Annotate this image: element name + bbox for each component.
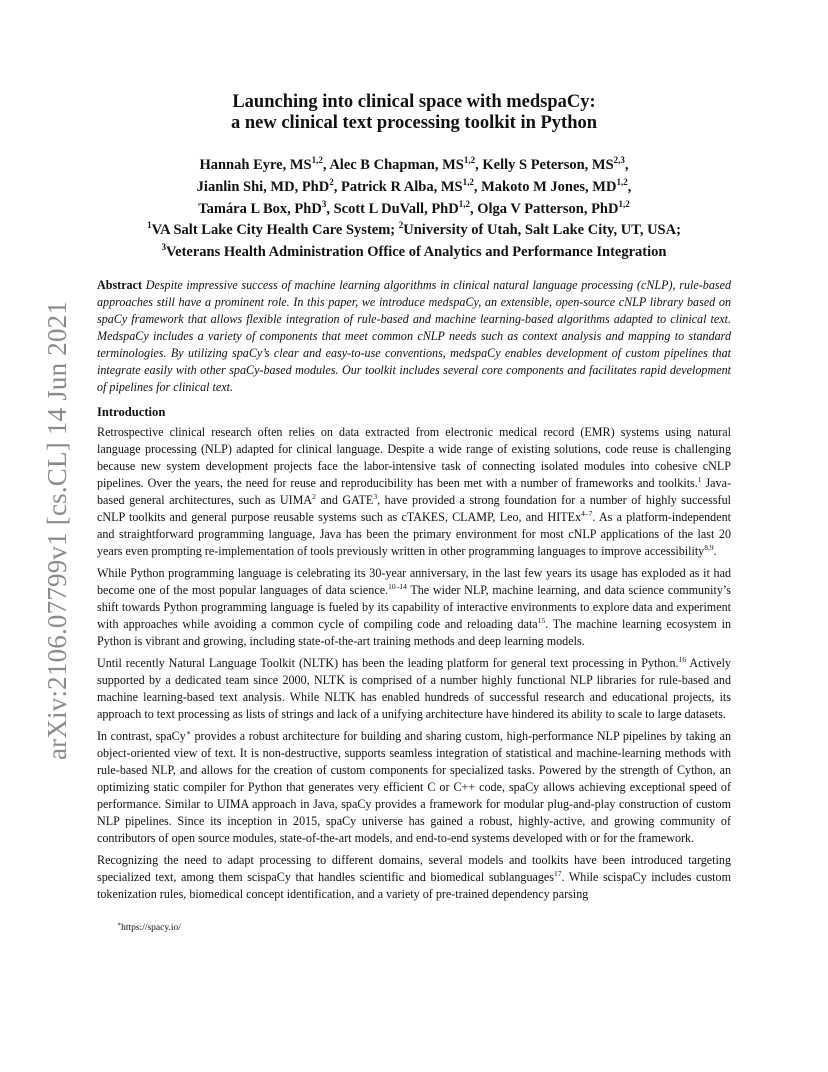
author: Patrick R Alba, MS [340, 178, 463, 195]
author: Alec B Chapman, MS [329, 156, 464, 173]
text: and GATE [315, 493, 374, 508]
affiliation: University of Utah, Salt Lake City, UT, USA; [403, 222, 681, 239]
author: Scott L DuVall, PhD [333, 200, 459, 217]
citation: 17 [554, 869, 562, 879]
affiliation-number: 3 [161, 242, 167, 253]
affiliation: Veterans Health Administration Office of Analytics and Performance Integration [166, 244, 667, 261]
author-affiliation: 1,2 [616, 176, 628, 187]
arxiv-id: arXiv:2106.07799v1 [cs.CL] 14 Jun 2021 [42, 300, 72, 760]
affiliation-number: 2 [398, 220, 404, 231]
citation: 3 [373, 492, 378, 502]
citation: 4–7 [581, 509, 593, 519]
footnote-mark: ∗ [117, 922, 122, 928]
text: Java-based general architectures, such as UIMA [97, 476, 731, 508]
text: . The machine learning ecosystem in Python is vibrant and growing, including state-of-the-art training methods and deep learning models. [97, 617, 731, 649]
text: Retrospective clinical research often relies on data extracted from electronic medical record (EMR) systems using natural language processing (NLP) adapted for clinical language. Despite a wide range of existing solutions, code reuse is challenging because new system development projects face the labor-intensive task of connecting isolated modules into cohesive cNLP pipelines. Over the years, the need for reuse and reproducibility has been met with a number of frameworks and toolkits. [97, 425, 731, 491]
citation: 15 [537, 616, 546, 626]
text: The wider NLP, machine learning, and data science community’s shift towards Python programming language is fueled by its capability of interactive environments to explore data and experiment with approaches while avoiding a common cycle of compiling code and reloading data [97, 583, 731, 632]
author-affiliation: 2 [329, 176, 334, 187]
author: Makoto M Jones, MD [481, 178, 617, 195]
section-heading: Introduction [97, 405, 166, 420]
text: In contrast, spaCy [97, 729, 186, 744]
citation: 10–14 [388, 582, 407, 592]
paper-title [97, 92, 731, 134]
arxiv-watermark [24, 290, 72, 760]
author-affiliation: 1,2 [458, 198, 470, 209]
author-affiliation: 1,2 [463, 155, 476, 165]
author-affiliation: 3 [321, 198, 327, 209]
footnote-marker: ∗ [185, 728, 191, 738]
author: Tamára L Box, PhD [198, 200, 322, 217]
citation: 2 [312, 492, 316, 502]
citation: 1 [697, 475, 702, 485]
text: provides a robust architecture for building and sharing custom, high-performance NLP pipelines by taking an object-oriented view of text. It is non-destructive, supports seamless integration of statistical and machine-learning methods with rule-based NLP, and allows for the creation of custom components for specialized tasks. Powered by the strength of Cython, an optimizing static compiler for Python that generates very efficient C or C++ code, spaCy allows achieving exceptional speed of performance. Similar to UIMA approach in Java, spaCy provides a framework for modular plug-and-play construction of custom NLP pipelines. Since its inception in 2015, spaCy universe has gained a robust, highly-active, and growing community of contributors of open source modules, state-of-the-art models, and end-to-end systems developed with or for the framework. [97, 729, 731, 846]
text: Recognizing the need to adapt processing to different domains, several models and toolkits have been introduced targeting specialized text, among them scispaCy that handles scientific and biomedical sublanguages [97, 853, 731, 885]
text: . [713, 544, 717, 559]
citation: 8,9 [704, 543, 714, 553]
author-affiliation: 2,3 [613, 155, 625, 165]
affiliation-number: 1 [147, 220, 152, 231]
abstract-text: Despite impressive success of machine learning algorithms in clinical natural language processing (cNLP), rule-based approaches still have a prominent role. In this paper, we introduce medspaCy, an extensible, open-source cNLP library based on spaCy framework that allows flexible integration of rule-based and machine learning-based algorithms adapted to clinical text. MedspaCy includes a variety of components that meet common cNLP needs such as context analysis and mapping to standard terminologies. By utilizing spaCy’s clear and easy-to-use conventions, medspaCy enables development of custom pipelines that integrate easily with other spaCy-based modules. Our toolkit includes several core components and facilitates rapid development of pipelines for clinical text. [97, 278, 731, 395]
paragraph [97, 424, 731, 560]
author: Kelly S Peterson, MS [482, 156, 614, 173]
paragraph [97, 852, 731, 903]
author: Hannah Eyre, MS [199, 156, 312, 173]
text: Until recently Natural Language Toolkit (NLTK) has been the leading platform for general text processing in Python. [97, 656, 679, 671]
affiliation: VA Salt Lake City Health Care System; [151, 222, 399, 239]
abstract [97, 277, 731, 396]
paragraph [97, 565, 731, 650]
author-affiliation: 1,2 [618, 198, 630, 209]
abstract-label: Abstract [97, 278, 143, 293]
author-affiliation: 1,2 [311, 155, 323, 165]
author-affiliation: 1,2 [462, 176, 474, 187]
text: While Python programming language is celebrating its 30-year anniversary, in the last few years its usage has exploded as it had become one of the most popular languages of data science. [97, 566, 731, 598]
author-block: Hannah Eyre, MS$^{1,2}$, Alec B Chapman, MS$^{1,2}$, Kelly S Peterson, MS$^{2,3}$, Jianlin Shi, MD, PhD$^2$, Patrick R Alba, MS$^{1,2}$, Makoto M Jones, MD$^{1,2}$, Tamára L Box, PhD$^3$, Scott L DuVall, PhD$^{1,2}$, Olga V Patterson, PhD$^{1,2}$ $^1$VA Salt Lake City Health Care System; $^2$University of Utah, Salt Lake City, UT, USA; $^3$Veterans Health Administration Office of Analytics and Performance Integration [147, 155, 681, 261]
title-line-1: Launching into clinical space with medspaCy: [232, 92, 596, 112]
author: Olga V Patterson, PhD [477, 200, 619, 217]
text: . While scispaCy includes custom tokenization rules, biomedical concept identification, and a variety of pre-trained dependency parsing [97, 870, 731, 902]
text: , have provided a strong foundation for a number of highly successful cNLP toolkits and general purpose reusable systems such as cTAKES, CLAMP, Leo, and HITEx [97, 493, 731, 525]
text: Actively supported by a dedicated team since 2000, NLTK is comprised of a number highly functional NLP libraries for rule-based and machine learning-based text analysis. While NLTK has enabled hundreds of successful research and educational projects, its approach to text processing as lists of strings and lack of a unifying architecture have hindered its ability to scale to large datasets. [97, 656, 731, 722]
citation: 16 [678, 655, 687, 665]
paper-content [97, 92, 731, 908]
text: . As a platform-independent and straightforward programming language, Java has been the primary environment for most cNLP applications of the last 20 years even prompting re-implementation of tools previously written in other programming languages to improve accessibility [97, 510, 731, 559]
paragraph [97, 655, 731, 723]
title-line-2: a new clinical text processing toolkit in Python [230, 113, 598, 133]
author: Jianlin Shi, MD, PhD [196, 178, 330, 195]
paragraph [97, 728, 731, 847]
footnote [117, 921, 181, 933]
footnote-link[interactable]: https://spacy.io/ [121, 923, 181, 934]
